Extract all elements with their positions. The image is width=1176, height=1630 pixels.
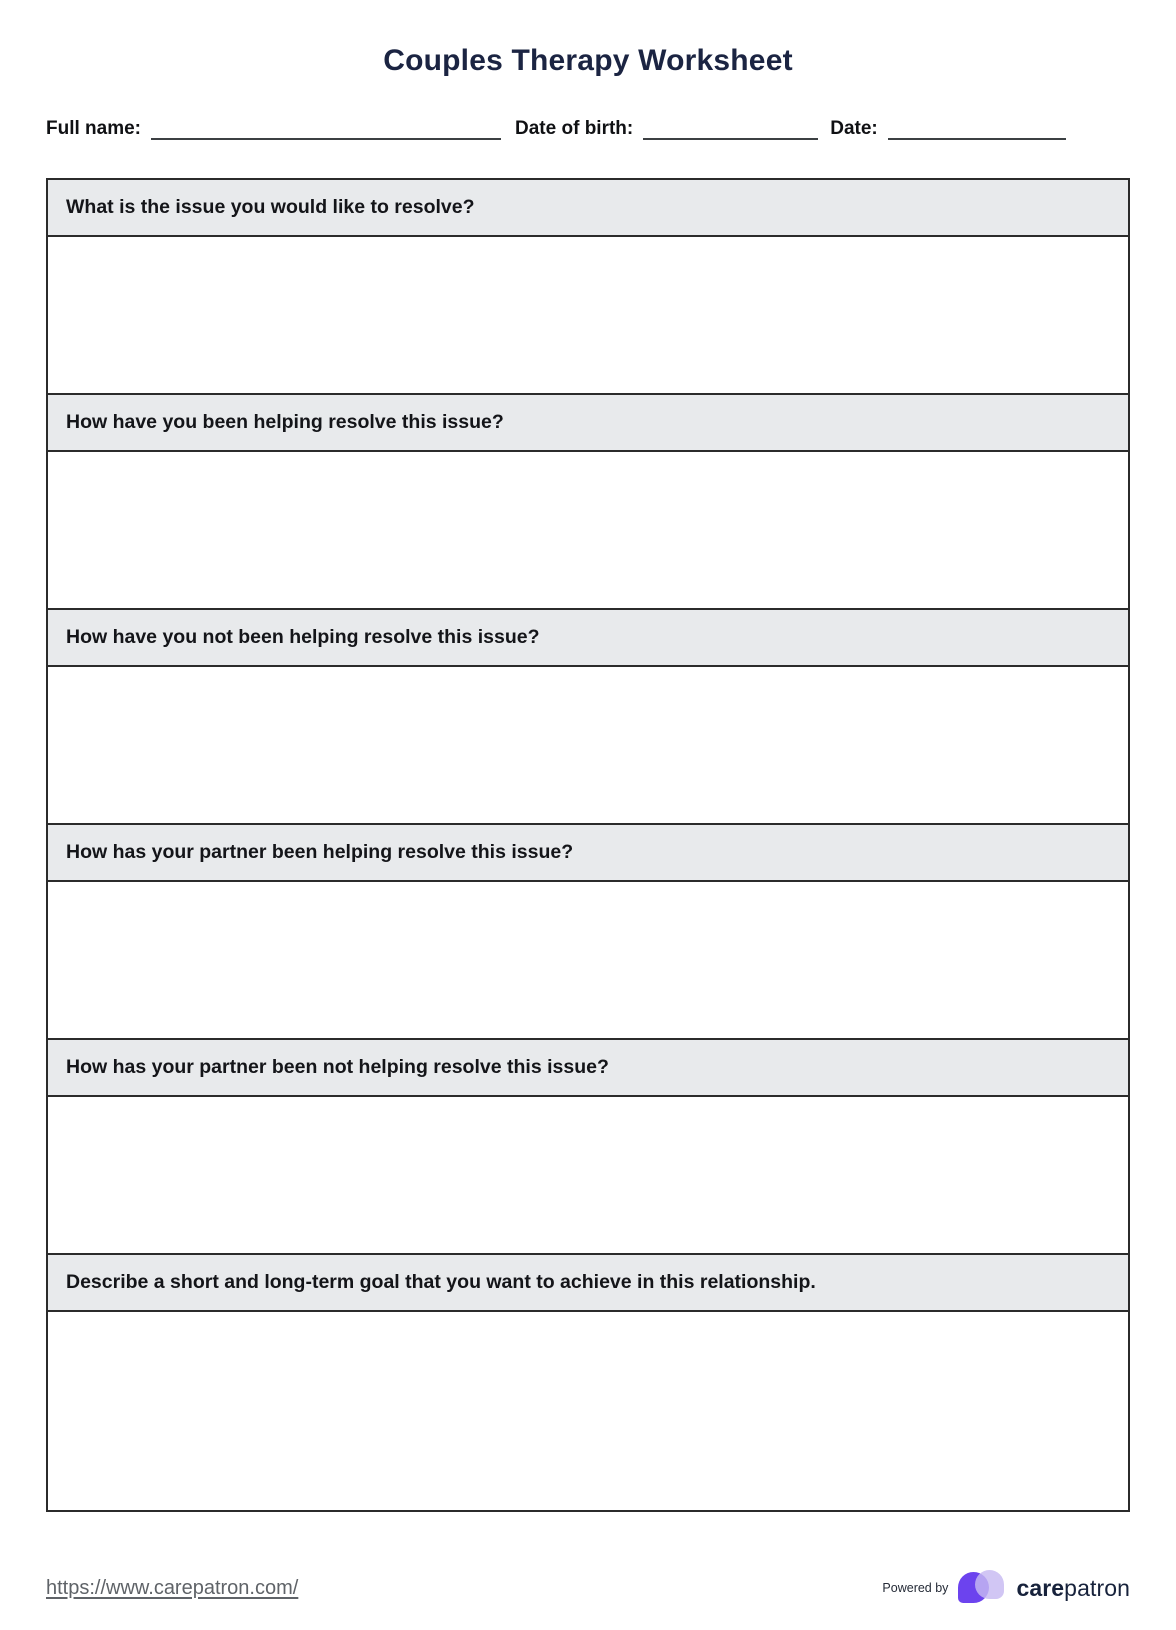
section-answer-area[interactable] <box>46 237 1130 395</box>
brand-patron-text: patron <box>1064 1574 1130 1601</box>
section-question-header: How have you not been helping resolve this issue? <box>46 608 1130 667</box>
section-question-header: How have you been helping resolve this issue? <box>46 393 1130 452</box>
powered-by-label: Powered by <box>882 1581 949 1595</box>
question-sections <box>46 178 1130 1512</box>
date-of-birth-label: Date of birth: <box>515 118 634 139</box>
section-question-header: Describe a short and long-term goal that you want to achieve in this relationship. <box>46 1253 1130 1312</box>
powered-by-block <box>882 1570 1130 1606</box>
section-answer-area[interactable] <box>46 882 1130 1040</box>
logo-bubble-lavender <box>975 1570 1004 1599</box>
full-name-input[interactable] <box>151 114 501 140</box>
carepatron-logo-icon <box>958 1570 1006 1606</box>
patient-info-row <box>46 112 1130 140</box>
section-answer-area[interactable] <box>46 1312 1130 1512</box>
page-footer <box>46 1570 1130 1606</box>
date-input[interactable] <box>888 114 1066 140</box>
carepatron-wordmark <box>1016 1575 1130 1602</box>
section-you-helping <box>46 393 1130 610</box>
full-name-label: Full name: <box>46 118 142 139</box>
section-answer-area[interactable] <box>46 452 1130 610</box>
section-relationship-goals <box>46 1253 1130 1512</box>
section-answer-area[interactable] <box>46 667 1130 825</box>
section-you-not-helping <box>46 608 1130 825</box>
date-label: Date: <box>830 118 878 139</box>
date-of-birth-input[interactable] <box>643 114 818 140</box>
brand-care-text: care <box>1016 1574 1065 1601</box>
page-title: Couples Therapy Worksheet <box>383 44 793 77</box>
section-question-header: How has your partner been not helping resolve this issue? <box>46 1038 1130 1097</box>
section-question-header: How has your partner been helping resolve this issue? <box>46 823 1130 882</box>
section-partner-helping <box>46 823 1130 1040</box>
section-answer-area[interactable] <box>46 1097 1130 1255</box>
carepatron-url-link[interactable]: https://www.carepatron.com/ <box>46 1576 299 1599</box>
section-partner-not-helping <box>46 1038 1130 1255</box>
section-question-header: What is the issue you would like to resolve? <box>46 178 1130 237</box>
section-issue-to-resolve <box>46 178 1130 395</box>
